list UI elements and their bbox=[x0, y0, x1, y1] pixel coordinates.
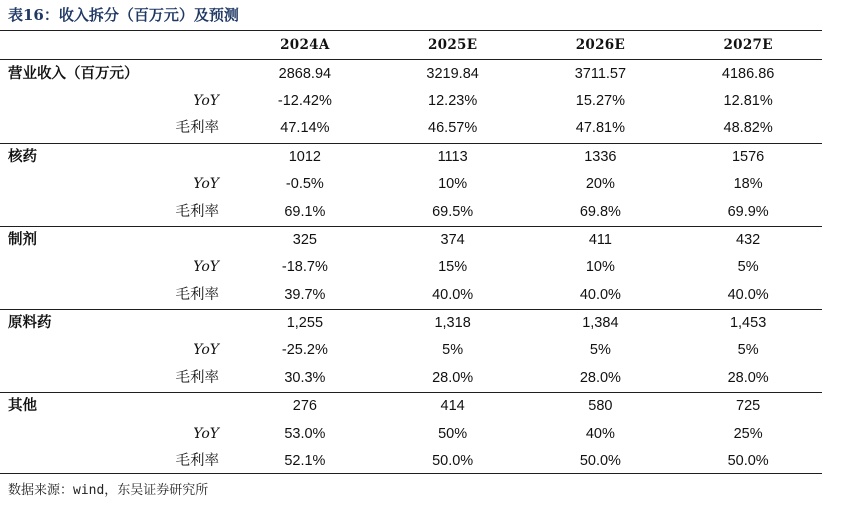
table-row-formulations-yoy bbox=[0, 254, 822, 281]
table-cell: -12.42% bbox=[277, 92, 332, 109]
table-cell: 15% bbox=[438, 259, 468, 276]
row-label: 其他 bbox=[0, 393, 231, 421]
row-label: YoY bbox=[193, 92, 219, 109]
table-cell: 53.0% bbox=[284, 425, 326, 442]
table-cell: 414 bbox=[379, 393, 527, 421]
table-cell: 3219.84 bbox=[426, 65, 479, 82]
table-cell: 3711.57 bbox=[574, 65, 627, 82]
table-cell: 2868.94 bbox=[278, 65, 332, 82]
table-row-api-yoy bbox=[0, 337, 822, 364]
row-label: 毛利率 bbox=[175, 203, 219, 220]
table-row-formulations bbox=[0, 226, 822, 254]
column-header-2025e: 2025E bbox=[379, 32, 527, 60]
row-label: YoY bbox=[193, 342, 219, 359]
table-cell: 325 bbox=[231, 226, 379, 254]
table-row-nuclear-medicine-yoy bbox=[0, 171, 822, 198]
table-cell: 20% bbox=[585, 176, 615, 193]
table-cell: 580 bbox=[527, 393, 675, 421]
table-row-api bbox=[0, 309, 822, 337]
table-cell: 50% bbox=[438, 425, 468, 442]
table-cell: 411 bbox=[527, 226, 675, 254]
table-cell: 50.0% bbox=[579, 453, 621, 470]
table-cell: 47.81% bbox=[575, 120, 625, 137]
table-cell: 4186.86 bbox=[721, 65, 775, 82]
row-label: 营业收入（百万元） bbox=[8, 65, 139, 82]
table-cell: 276 bbox=[231, 393, 379, 421]
table-cell: 10% bbox=[438, 176, 468, 193]
header-label-cell bbox=[0, 32, 231, 60]
table-bottom-rule bbox=[0, 473, 822, 474]
table-row-nuclear-medicine-margin bbox=[0, 198, 822, 226]
table-cell: 18% bbox=[733, 176, 763, 193]
table-cell: 1012 bbox=[231, 143, 379, 171]
table-cell: 69.8% bbox=[579, 203, 621, 220]
table-cell: 69.5% bbox=[432, 203, 474, 220]
table-cell: 48.82% bbox=[723, 120, 773, 137]
table-cell: 50.0% bbox=[432, 453, 474, 470]
table-cell: 5% bbox=[737, 342, 759, 359]
column-header-2026e: 2026E bbox=[527, 32, 675, 60]
table-cell: 28.0% bbox=[579, 369, 621, 386]
table-cell: 1,384 bbox=[527, 309, 675, 337]
table-cell: 52.1% bbox=[284, 453, 326, 470]
table-cell: 30.3% bbox=[284, 369, 326, 386]
table-cell: -18.7% bbox=[281, 259, 328, 276]
table-top-rule bbox=[0, 30, 822, 31]
table-cell: 1336 bbox=[527, 143, 675, 171]
table-cell: -0.5% bbox=[285, 176, 324, 193]
row-label: 制剂 bbox=[0, 226, 231, 254]
row-label: 毛利率 bbox=[175, 369, 219, 386]
table-cell: 25% bbox=[733, 425, 763, 442]
table-cell: 47.14% bbox=[280, 120, 330, 137]
table-cell: 40.0% bbox=[432, 286, 474, 303]
row-label: YoY bbox=[193, 425, 219, 442]
table-row-other-yoy bbox=[0, 420, 822, 447]
table-cell: 69.9% bbox=[727, 203, 769, 220]
table-cell: 15.27% bbox=[575, 92, 625, 109]
table-cell: 374 bbox=[379, 226, 527, 254]
table-cell: 12.23% bbox=[428, 92, 478, 109]
row-label: 原料药 bbox=[0, 309, 231, 337]
table-cell: 1,453 bbox=[674, 309, 822, 337]
table-row-nuclear-medicine bbox=[0, 143, 822, 171]
table-row-api-margin bbox=[0, 365, 822, 393]
table-cell: 46.57% bbox=[428, 120, 478, 137]
row-label: 毛利率 bbox=[175, 453, 219, 470]
table-cell: 40.0% bbox=[579, 286, 621, 303]
row-label: YoY bbox=[193, 259, 219, 276]
table-cell: 1,255 bbox=[231, 309, 379, 337]
table-row-other bbox=[0, 393, 822, 421]
table-row-other-margin bbox=[0, 448, 822, 475]
header-row bbox=[0, 32, 822, 60]
table-row-total-margin bbox=[0, 115, 822, 143]
source-note: 数据来源：wind，东吴证券研究所 bbox=[8, 483, 209, 498]
table-cell: 10% bbox=[585, 259, 615, 276]
table-cell: 1,318 bbox=[379, 309, 527, 337]
column-header-2024a: 2024A bbox=[231, 32, 379, 60]
table-cell: 5% bbox=[737, 259, 759, 276]
table-cell: 69.1% bbox=[284, 203, 326, 220]
table-cell: 432 bbox=[674, 226, 822, 254]
table-cell: -25.2% bbox=[281, 342, 328, 359]
row-label: YoY bbox=[193, 176, 219, 193]
table-row-total-revenue bbox=[0, 60, 822, 88]
table-title: 表16：收入拆分（百万元）及预测 bbox=[8, 6, 239, 24]
table-cell: 12.81% bbox=[723, 92, 773, 109]
row-label: 核药 bbox=[0, 143, 231, 171]
revenue-breakdown-table bbox=[0, 32, 822, 475]
table-cell: 28.0% bbox=[727, 369, 769, 386]
table-cell: 28.0% bbox=[432, 369, 474, 386]
table-cell: 5% bbox=[589, 342, 611, 359]
table-cell: 5% bbox=[442, 342, 464, 359]
table-cell: 1113 bbox=[379, 143, 527, 171]
table-row-total-yoy bbox=[0, 88, 822, 115]
table-row-formulations-margin bbox=[0, 282, 822, 310]
row-label: 毛利率 bbox=[175, 120, 219, 137]
row-label: 毛利率 bbox=[175, 286, 219, 303]
table-cell: 1576 bbox=[674, 143, 822, 171]
table-cell: 725 bbox=[674, 393, 822, 421]
table-cell: 39.7% bbox=[284, 286, 326, 303]
table-cell: 50.0% bbox=[727, 453, 769, 470]
table-cell: 40% bbox=[585, 425, 615, 442]
column-header-2027e: 2027E bbox=[674, 32, 822, 60]
table-cell: 40.0% bbox=[727, 286, 769, 303]
